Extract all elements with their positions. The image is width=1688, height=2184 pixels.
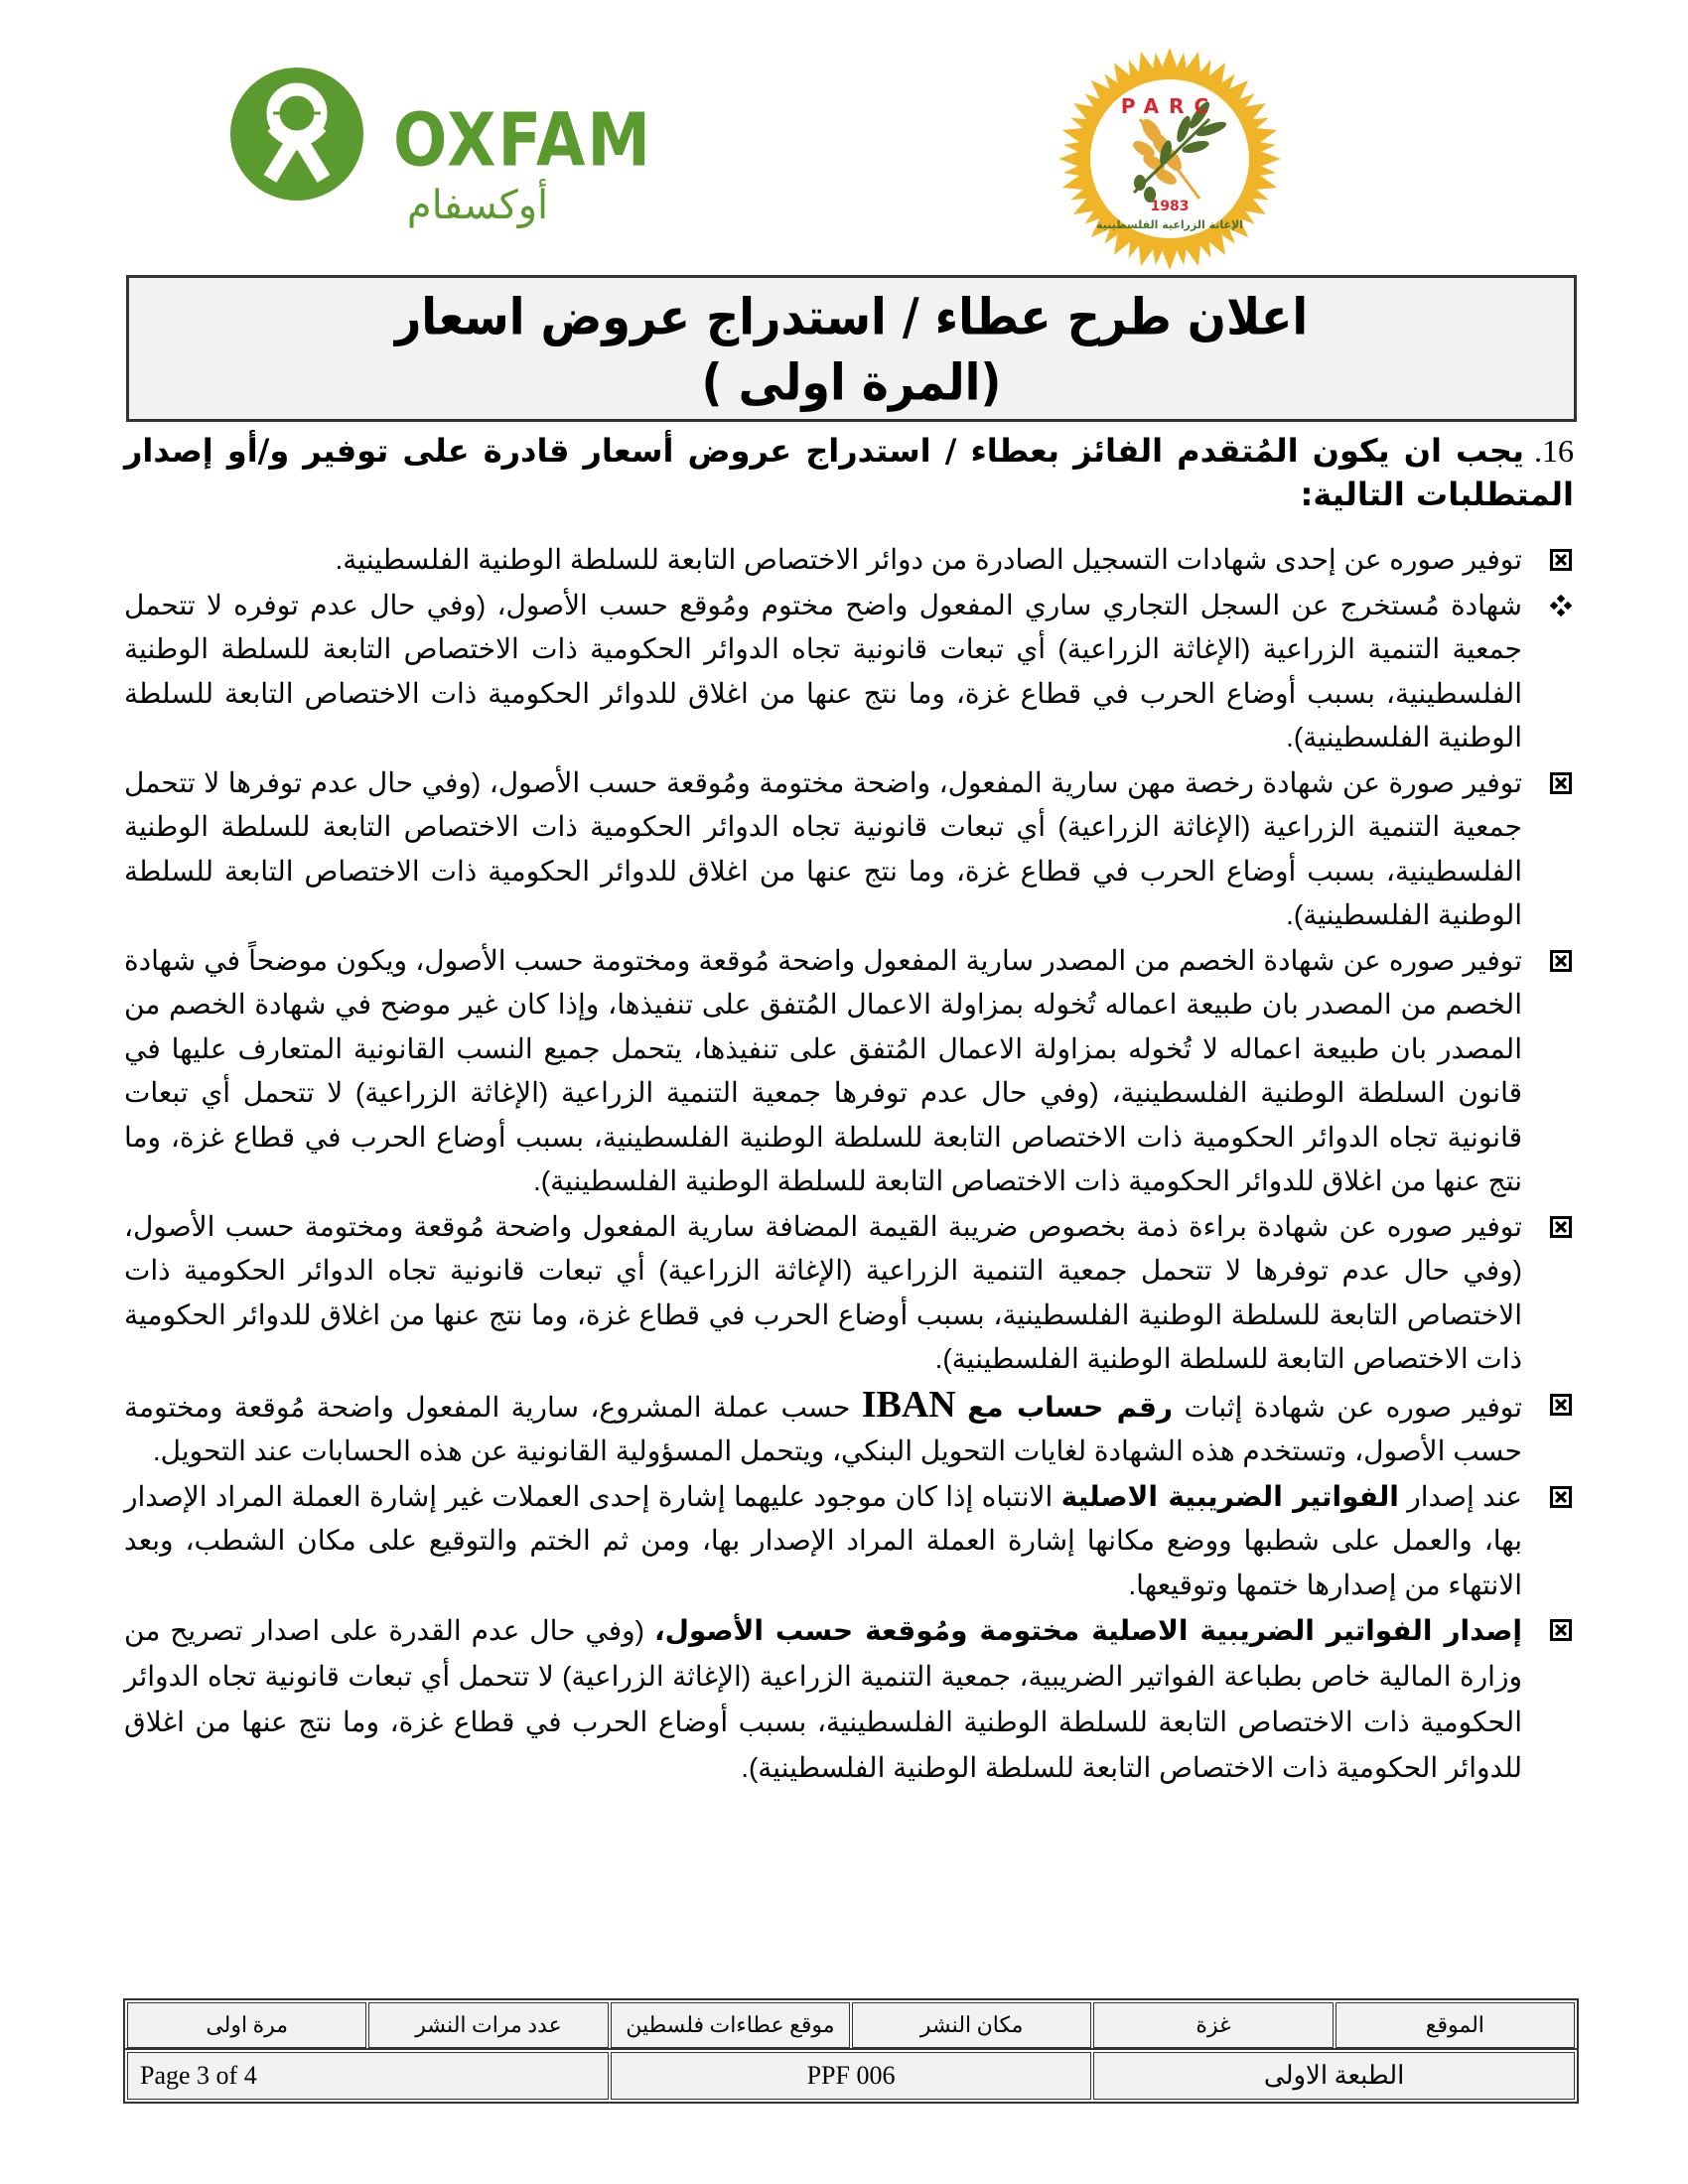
table-cell-publish-count-value: مرة اولى [127, 2002, 366, 2048]
oxfam-arabic-wordmark: أوكسفام [406, 183, 549, 228]
requirement-item [124, 1383, 1574, 1474]
requirement-text: توفير صوره عن إحدى شهادات التسجيل الصادرة من دوائر الاختصاص التابعة للسلطة الوطنية الفلسطينية. [335, 544, 1522, 575]
form-code: PPF 006 [611, 2052, 1092, 2100]
checkbox-x-icon [1550, 1619, 1572, 1641]
requirement-item [124, 538, 1574, 583]
parc-sun-emblem-icon [1051, 48, 1289, 270]
iban-label: IBAN [861, 1383, 956, 1426]
table-cell-location-value: غزة [1093, 2002, 1333, 2048]
table-cell-publish-place-value: موقع عطاءات فلسطين [611, 2002, 850, 2048]
checkbox-x-icon [1550, 1216, 1572, 1238]
requirement-text-after: حسب عملة المشروع، سارية المفعول واضحة مُوقعة ومختومة حسب الأصول، وتستخدم هذه الشهادة لغايات التحويل البنكي، ويتحمل المسؤولية القانونية عن هذه الحسابات عند التحويل. [124, 1391, 1522, 1466]
section-heading-text: يجب ان يكون المُتقدم الفائز بعطاء / استدراج عروض أسعار قادرة على توفير و/أو إصدار المتطلبات التالية: [124, 432, 1574, 513]
requirements-list [124, 538, 1574, 1791]
title-line-1: اعلان طرح عطاء / استدراج عروض اسعار [394, 287, 1309, 346]
title-line-2: (المرة اولى ) [701, 352, 1002, 412]
requirement-text: توفير صوره عن شهادة الخصم من المصدر سارية المفعول واضحة مُوقعة ومختومة حسب الأصول، ويكون موضحاً في شهادة الخصم من المصدر بان طبيعة اعماله تُخوله بمزاولة الاعمال المُتفق على تنفيذها، وإذا كان غير موضح في شهادة الخصم من المصدر بان طبيعة اعماله لا تُخوله بمزاولة الاعمال المُتفق على تنفيذها، يتحمل جميع النسب القانونية المتعارف عليها في قانون السلطة الوطنية الفلسطينية، (وفي حال عدم توفرها جمعية التنمية الزراعية (الإغاثة الزراعية) لا تتحمل أي تبعات قانونية تجاه الدوائر الحكومية ذات الاختصاص التابعة للسلطة الوطنية الفلسطينية، بسبب أوضاع الحرب في قطاع غزة، وما نتج عنها من اغلاق للدوائر الحكومية ذات الاختصاص التابعة للسلطة الوطنية الفلسطينية). [124, 944, 1522, 1196]
parc-arabic-name: الإغاثة الزراعية الفلسطينية [1096, 218, 1243, 231]
checkbox-x-icon [1550, 549, 1572, 571]
requirement-text: توفير صورة عن شهادة رخصة مهن سارية المفعول، واضحة مختومة ومُوقعة حسب الأصول، (وفي حال عدم توفرها لا تتحمل جمعية التنمية الزراعية (الإغاثة الزراعية) أي تبعات قانونية تجاه الدوائر الحكومية ذات الاختصاص التابعة للسلطة الوطنية الفلسطينية، بسبب أوضاع الحرب في قطاع غزة، وما نتج عنها من اغلاق للدوائر الحكومية ذات الاختصاص التابعة للسلطة الوطنية الفلسطينية). [124, 766, 1522, 930]
requirement-text-before: توفير صوره عن شهادة إثبات [1173, 1391, 1522, 1423]
requirement-item [124, 939, 1574, 1204]
requirement-item [124, 1205, 1574, 1382]
edition-label: الطبعة الاولى [1093, 2052, 1575, 2100]
table-row [127, 2002, 1575, 2048]
requirement-text: شهادة مُستخرج عن السجل التجاري ساري المفعول واضح مختوم ومُوقع حسب الأصول، (وفي حال عدم توفره لا تتحمل جمعية التنمية الزراعية (الإغاثة الزراعية) أي تبعات قانونية تجاه الدوائر الحكومية ذات الاختصاص التابعة للسلطة الوطنية الفلسطينية، بسبب أوضاع الحرب في قطاع غزة، وما نتج عنها من اغلاق للدوائر الحكومية ذات الاختصاص التابعة للسلطة الوطنية الفلسطينية). [124, 589, 1522, 752]
requirement-item [124, 584, 1574, 760]
oxfam-wordmark: OXFAM [393, 99, 653, 185]
checkbox-x-icon [1550, 950, 1572, 972]
requirement-item [124, 1475, 1574, 1608]
document-footer-table [123, 2048, 1579, 2104]
requirement-text: توفير صوره عن شهادة براءة ذمة بخصوص ضريبة القيمة المضافة سارية المفعول واضحة مُوقعة ومختومة حسب الأصول، (وفي حال عدم توفرها لا تتحمل جمعية التنمية الزراعية (الإغاثة الزراعية) أي تبعات قانونية تجاه الدوائر الحكومية ذات الاختصاص التابعة للسلطة الوطنية الفلسطينية، بسبب أوضاع الحرب في قطاع غزة، وما نتج عنها من اغلاق للدوائر الحكومية ذات الاختصاص التابعة للسلطة الوطنية الفلسطينية). [124, 1210, 1522, 1374]
requirement-text-after: الانتباه إذا كان موجود عليهما إشارة إحدى العملات غير إشارة العملة المراد الإصدار بها، والعمل على شطبها ووضع مكانها إشارة العملة المراد الإصدار بها، ومن ثم الختم والتوقيع على مكان الشطب، وبعد الانتهاء من إصدارها ختمها وتوقيعها. [124, 1480, 1522, 1600]
parc-acronym: PARC [1120, 94, 1219, 118]
section-heading [124, 429, 1574, 516]
table-cell-publish-place-label: مكان النشر [852, 2002, 1091, 2048]
requirements-section [124, 429, 1574, 1792]
checkbox-x-icon [1550, 772, 1572, 794]
parc-logo [1051, 48, 1289, 270]
oxfam-emblem-icon [230, 68, 363, 201]
table-cell-publish-count-label: عدد مرات النشر [368, 2002, 608, 2048]
checkbox-x-icon [1550, 1486, 1572, 1508]
publication-info-table [123, 1998, 1579, 2052]
oxfam-logo [226, 62, 653, 250]
requirement-item [124, 1608, 1574, 1791]
requirement-item [124, 761, 1574, 938]
requirement-bold-text: إصدار الفواتير الضريبية الاصلية مختومة ومُوقعة حسب الأصول، [653, 1614, 1522, 1647]
requirement-text-before: عند إصدار [1398, 1480, 1522, 1512]
announcement-title-box [126, 275, 1577, 422]
diamond-bullet-icon [1550, 595, 1572, 616]
checkbox-x-icon [1550, 1394, 1572, 1416]
requirement-bold-text: رقم حساب مع [967, 1390, 1174, 1424]
section-number: 16. [1534, 433, 1574, 469]
table-cell-location-label: الموقع [1336, 2002, 1575, 2048]
parc-year: 1983 [1150, 199, 1190, 214]
table-row [127, 2052, 1575, 2100]
requirement-bold-text: الفواتير الضريبية الاصلية [1060, 1479, 1399, 1513]
page-number: Page 3 of 4 [127, 2052, 609, 2100]
requirement-text-after: (وفي حال عدم القدرة على اصدار تصريح من وزارة المالية خاص بطباعة الفواتير الضريبية، جمعية التنمية الزراعية (الإغاثة الزراعية) لا تتحمل أي تبعات قانونية تجاه الدوائر الحكومية ذات الاختصاص التابعة للسلطة الوطنية الفلسطينية، بسبب أوضاع الحرب في قطاع غزة، وما نتج عنها من اغلاق للدوائر الحكومية ذات الاختصاص التابعة للسلطة الوطنية الفلسطينية). [124, 1615, 1522, 1783]
